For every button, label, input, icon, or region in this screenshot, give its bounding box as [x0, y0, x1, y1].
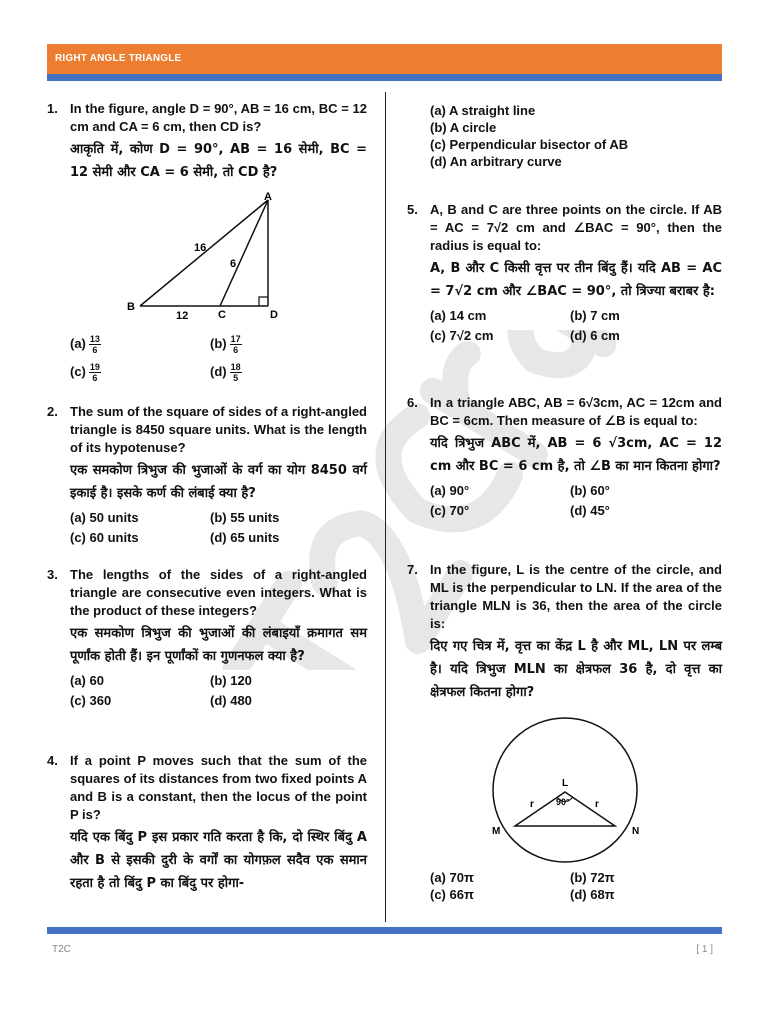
question-number: 7. — [407, 562, 418, 577]
point-label-n: N — [632, 826, 640, 837]
page-title: RIGHT ANGLE TRIANGLE — [55, 53, 182, 64]
options-q3 — [70, 672, 367, 710]
option-b[interactable]: (b) $\frac{17}{6}$ — [210, 334, 241, 355]
question-text-en: The sum of the square of sides of a right-angled triangle is 8450 square units. What is the length of its hypotenuse? — [70, 404, 367, 455]
center-label-l: L — [562, 778, 569, 789]
question-text-hi: एक समकोण त्रिभुज की भुजाओं की लंबाइयाँ क्रमागत सम पूर्णांक होती हैं। इन पूर्णांकों का गुणनफल क्या है? — [70, 626, 367, 664]
question-text-hi: यदि त्रिभुज ABC में, AB = 6 √3cm, AC = 12 cm और BC = 6 cm है, तो ∠B का मान कितना होगा? — [430, 436, 722, 474]
option-c[interactable]: (c) 360 — [70, 693, 112, 708]
options-q5 — [430, 307, 722, 345]
question-text-hi: A, B और C किसी वृत्त पर तीन बिंदु हैं। यदि AB = AC = 7√2 cm और ∠BAC = 90°, तो त्रिज्या बराबर है: — [430, 261, 722, 299]
options-q7 — [430, 870, 710, 902]
page-number: [ 1 ] — [696, 944, 713, 955]
option-b[interactable]: (b) 7 cm — [570, 308, 620, 323]
vertex-label-a: A — [264, 191, 272, 203]
question-text-en: In the figure, angle D = 90°, AB = 16 cm, BC = 12 cm and CA = 6 cm, then CD is? — [70, 101, 367, 134]
options-q2 — [70, 509, 367, 547]
column-divider — [385, 92, 386, 922]
question-text-hi: यदि एक बिंदु P इस प्रकार गति करता है कि, दो स्थिर बिंदु A और B से इसकी दुरी के वर्गों का योगफ़ल सदैव एक समान रहता है तो बिंदु P का बिंदु पर होगा- — [70, 830, 367, 891]
question-number: 4. — [47, 753, 58, 768]
option-d[interactable]: (d) $\frac{18}{5}$ — [210, 362, 241, 383]
question-text-en: The lengths of the sides of a right-angled triangle are consecutive even integers. What is the product of these integers? — [70, 567, 367, 618]
option-a[interactable]: (a) A straight line — [430, 103, 536, 118]
option-b[interactable]: (b) 120 — [210, 673, 252, 688]
option-d[interactable]: (d) 45° — [570, 503, 610, 518]
question-text-en: A, B and C are three points on the circle. If AB = AC = 7√2 cm and ∠BAC = 90°, then the radius is equal to: — [430, 202, 722, 253]
side-label-ca: 6 — [230, 258, 237, 270]
option-d[interactable]: (d) 480 — [210, 693, 252, 708]
question-number: 3. — [47, 567, 58, 582]
radius-label-right: r — [595, 799, 599, 810]
question-text-hi: आकृति में, कोण D = 90°, AB = 16 सेमी, BC = 12 सेमी और CA = 6 सेमी, तो CD है? — [70, 142, 367, 180]
option-b[interactable]: (b) 72π — [570, 870, 615, 885]
option-d[interactable]: (d) 6 cm — [570, 328, 620, 343]
vertex-label-c: C — [218, 309, 226, 321]
header-bar — [47, 44, 722, 74]
options-q6 — [430, 482, 722, 520]
question-text-hi: एक समकोण त्रिभुज की भुजाओं के वर्ग का योग 8450 वर्ग इकाई है। इसके कर्ण की लंबाई क्या है? — [70, 463, 367, 501]
point-label-m: M — [492, 826, 501, 837]
option-c[interactable]: (c) 70° — [430, 503, 470, 518]
question-number: 6. — [407, 395, 418, 410]
option-a[interactable]: (a) 60 — [70, 673, 104, 688]
radius-label-left: r — [530, 799, 534, 810]
option-b[interactable]: (b) 55 units — [210, 510, 280, 525]
footer-code: T2C — [52, 944, 71, 955]
circle-figure — [480, 712, 650, 872]
vertex-label-b: B — [127, 301, 135, 313]
question-text-en: In the figure, L is the centre of the circle, and ML is the perpendicular to LN. If the area of the triangle MLN is 36, then the area of the circle is: — [430, 562, 722, 631]
options-q4 — [430, 103, 730, 169]
question-text-en: In a triangle ABC, AB = 6√3cm, AC = 12cm and BC = 6cm. Then measure of ∠B is equal to: — [430, 395, 722, 428]
side-label-ab: 16 — [194, 242, 207, 254]
question-text-en: If a point P moves such that the sum of the squares of its distances from two fixed points A and B is a constant, then the locus of the point P is? — [70, 753, 367, 822]
question-number: 1. — [47, 101, 58, 116]
option-a[interactable]: (a) $\frac{13}{6}$ — [70, 334, 100, 355]
options-q1 — [70, 334, 350, 388]
side-label-bc: 12 — [176, 310, 189, 322]
option-d[interactable]: (d) 68π — [570, 887, 615, 902]
option-d[interactable]: (d) An arbitrary curve — [430, 154, 562, 169]
option-b[interactable]: (b) A circle — [430, 120, 497, 135]
vertex-label-d: D — [270, 309, 278, 321]
angle-label: 90° — [556, 797, 570, 807]
triangle-figure — [120, 188, 290, 323]
question-number: 5. — [407, 202, 418, 217]
option-c[interactable]: (c) $\frac{19}{6}$ — [70, 362, 100, 383]
option-a[interactable]: (a) 90° — [430, 483, 470, 498]
option-c[interactable]: (c) Perpendicular bisector of AB — [430, 137, 629, 152]
option-c[interactable]: (c) 7√2 cm — [430, 328, 494, 343]
header-rule — [47, 74, 722, 81]
question-text-hi: दिए गए चित्र में, वृत्त का केंद्र L है और ML, LN पर लम्ब है। यदि त्रिभुज MLN का क्षेत्रफल 36 है, दो वृत्त का क्षेत्रफल कितना होगा? — [430, 639, 722, 700]
option-a[interactable]: (a) 50 units — [70, 510, 139, 525]
option-c[interactable]: (c) 60 units — [70, 530, 139, 545]
option-b[interactable]: (b) 60° — [570, 483, 610, 498]
question-number: 2. — [47, 404, 58, 419]
footer-rule — [47, 927, 722, 934]
option-a[interactable]: (a) 14 cm — [430, 308, 487, 323]
option-c[interactable]: (c) 66π — [430, 887, 474, 902]
option-a[interactable]: (a) 70π — [430, 870, 474, 885]
option-d[interactable]: (d) 65 units — [210, 530, 280, 545]
